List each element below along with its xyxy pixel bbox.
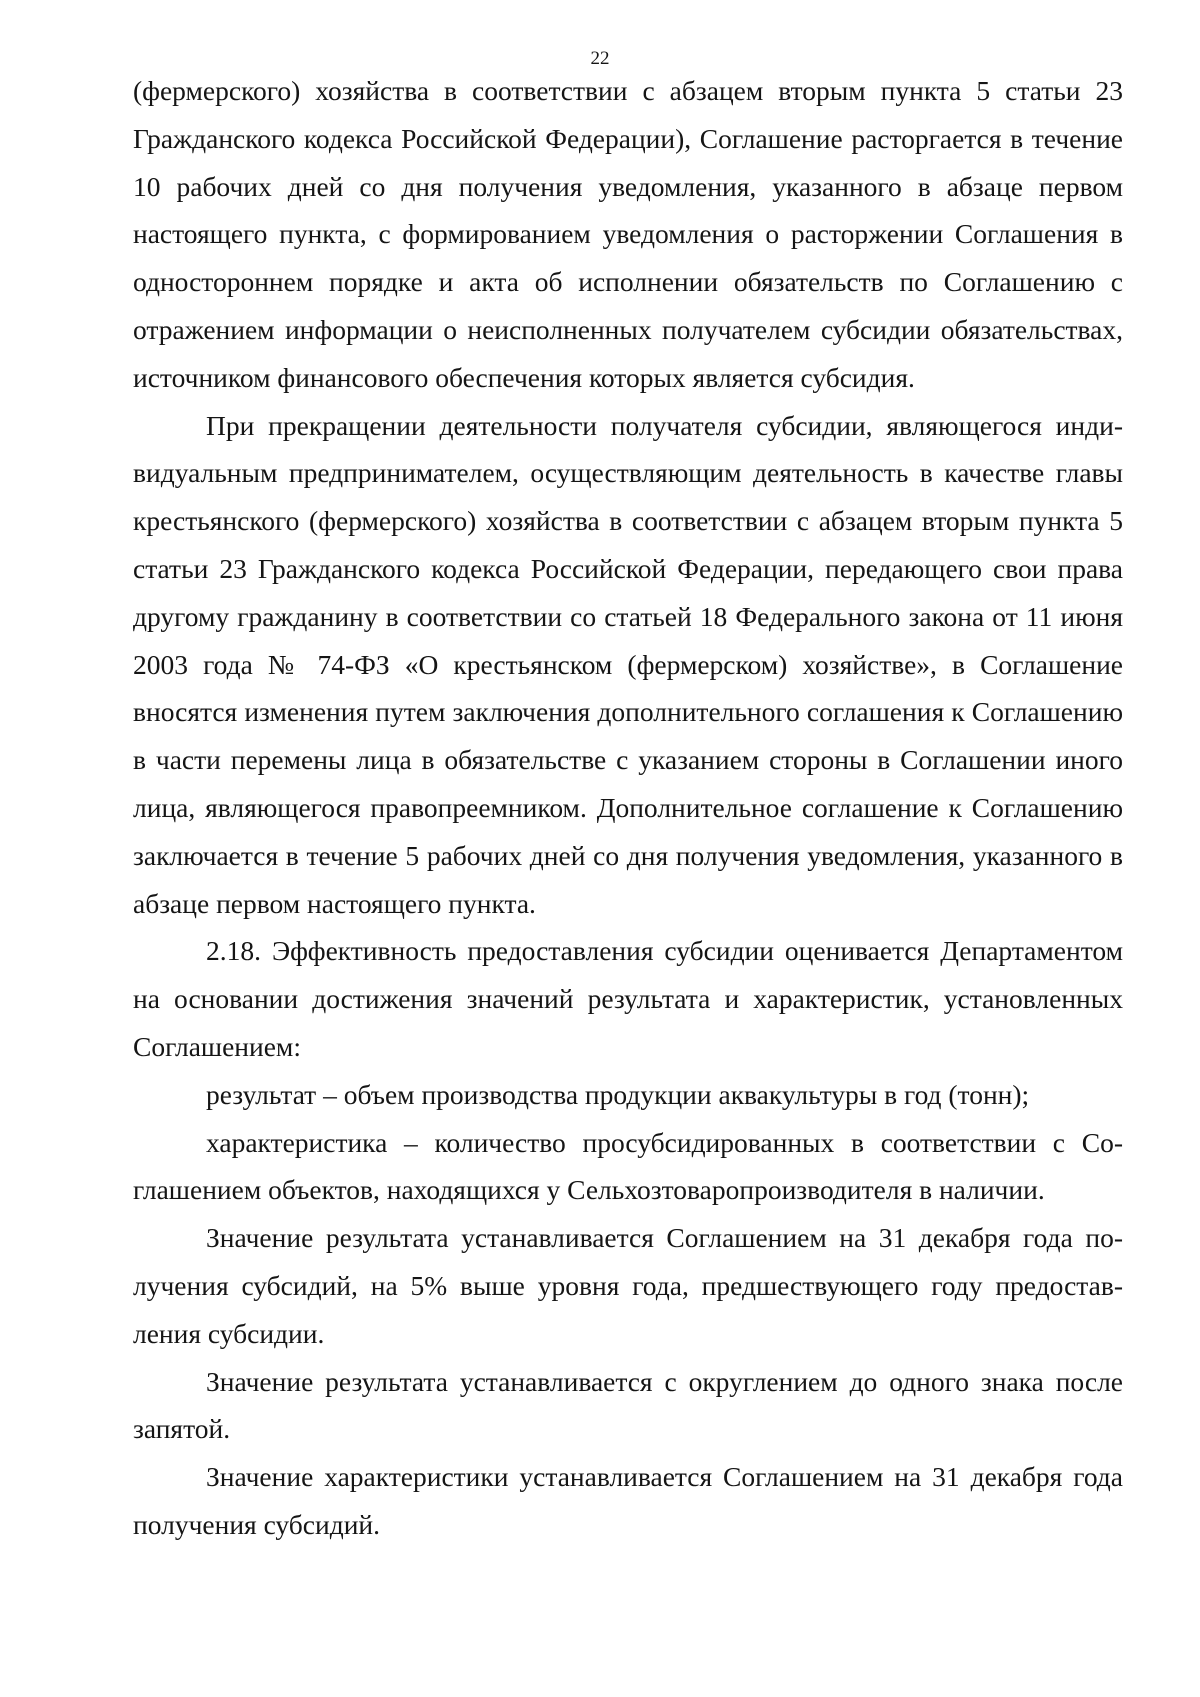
paragraph-effectiveness-2-18: 2.18. Эффективность предоставления субсидии оценивается Департаментом на основании достижения значений результата и характеристик, установленных Соглашением: (133, 935, 1123, 1062)
paragraph-result-value: Значение результата устанавливается Соглашением на 31 декабря года получения субсидий, на 5% выше уровня года, предшествующего году предоставления субсидии. (133, 1222, 1123, 1349)
paragraph-successor-agreement: При прекращении деятельности получателя субсидии, являющегося индивидуальным предпринимателем, осуществляющим деятельность в качестве главы крестьянского (фермерского) хозяйства в соответствии с абзацем вторым пункта 5 статьи 23 Гражданского кодекса Российской Федерации, передающего свои права другому гражданину в соответствии со статьей 18 Федерального закона от 11 июня 2003 года № 74-ФЗ «О крестьянском (фермерском) хозяйстве», в Соглашение вносятся изменения путем заключения дополнительного соглашения к Соглашению в части перемены лица в обязательстве с указанием стороны в Соглашении иного лица, являющегося правопреемником. Дополнительное соглашение к Соглашению заключается в течение 5 рабочих дней со дня получения уведомления, указанного в абзаце первом настоящего пункта. (133, 409, 1123, 919)
paragraph-characteristic-definition: характеристика – количество просубсидированных в соответствии с Соглашением объектов, находящихся у Сельхозтоваропроизводителя в наличии. (133, 1126, 1123, 1206)
paragraph-termination-continued: (фермерского) хозяйства в соответствии с абзацем вторым пункта 5 статьи 23 Гражданского кодекса Российской Федерации), Соглашение расторгается в течение 10 рабочих дней со дня получения уведомления, указанного в абзаце первом настоящего пункта, с формированием уведомления о расторжении Соглашения в одностороннем порядке и акта об исполнении обязательств по Соглашению с отражением информации о неисполненных получателем субсидии обязательствах, источником финансового обеспечения которых является субсидия. (133, 75, 1123, 393)
paragraph-characteristic-value: Значение характеристики устанавливается Соглашением на 31 декабря года получения субсидий. (133, 1461, 1123, 1540)
document-body (133, 67, 1123, 1549)
page-number: 22 (590, 48, 610, 69)
paragraph-result-definition: результат – объем производства продукции аквакультуры в год (тонн); (206, 1078, 1030, 1110)
paragraph-result-rounding: Значение результата устанавливается с округлением до одного знака после запятой. (133, 1365, 1123, 1445)
